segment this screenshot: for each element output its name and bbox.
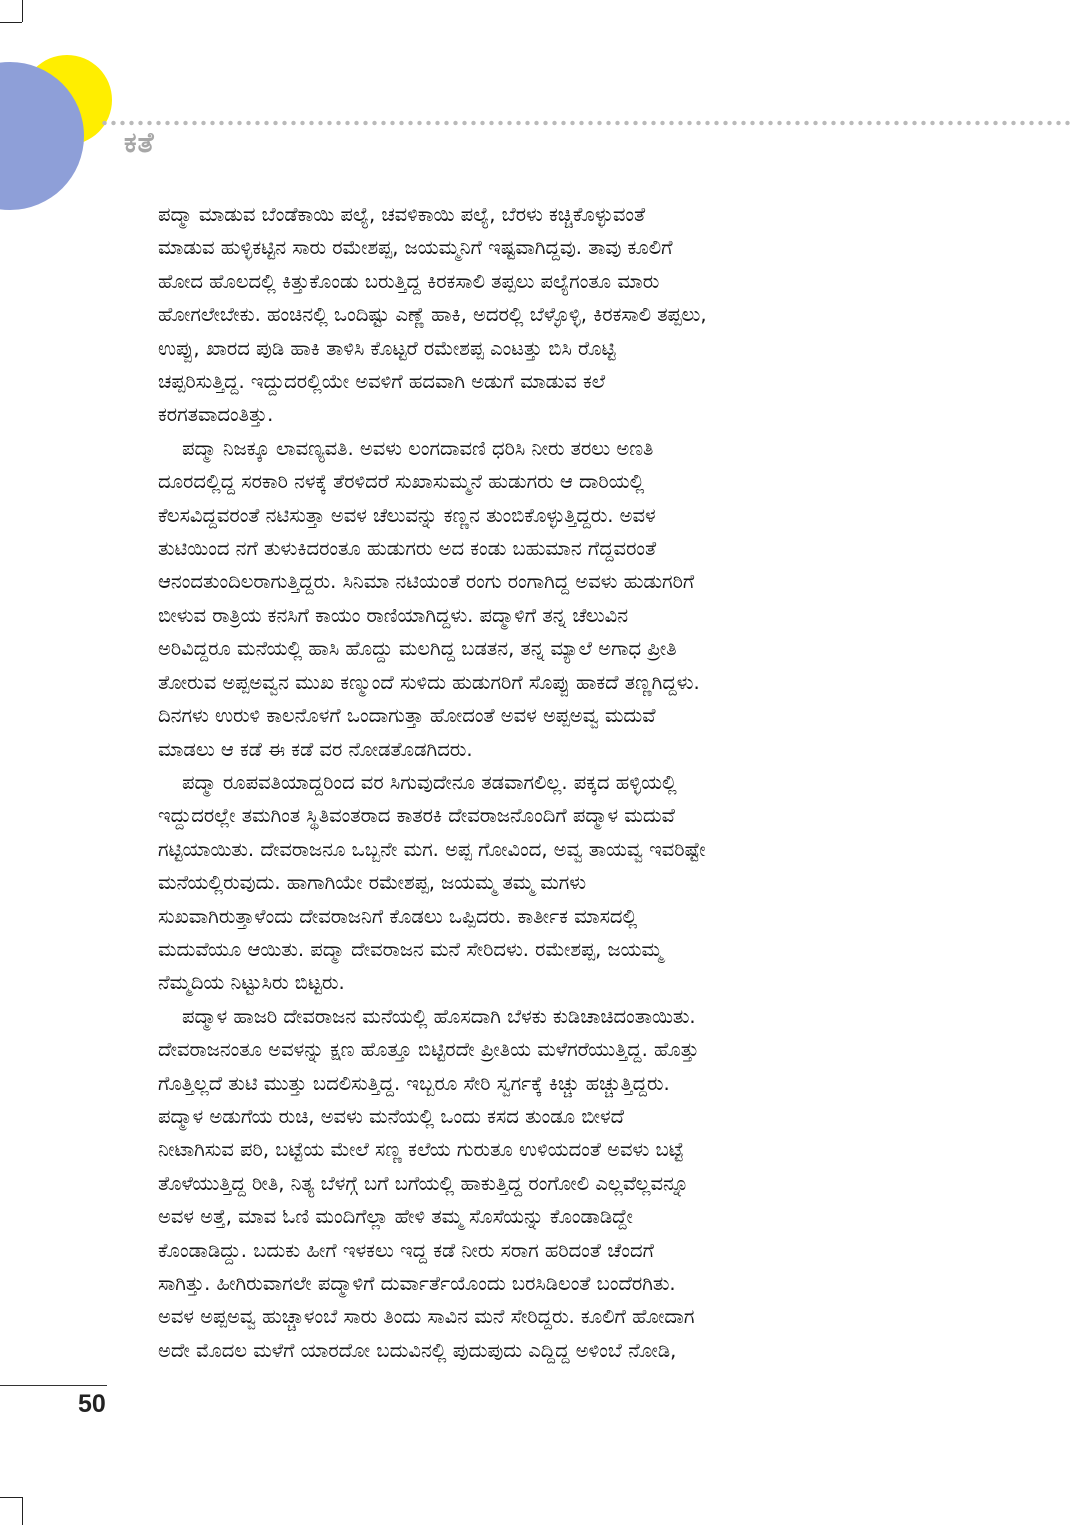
story-line: ಚಪ್ಪರಿಸುತ್ತಿದ್ದ. ಇದ್ದುದರಲ್ಲಿಯೇ ಅವಳಿಗೆ ಹದವಾಗಿ ಅಡುಗೆ ಮಾಡುವ ಕಲೆ — [158, 370, 606, 394]
story-line: ಇದ್ದುದರಲ್ಲೇ ತಮಗಿಂತ ಸ್ಥಿತಿವಂತರಾದ ಕಾತರಕಿ ದೇವರಾಜನೊಂದಿಗೆ ಪದ್ಮಾಳ ಮದುವೆ — [158, 804, 675, 828]
story-line: ಮಾಡಲು ಆ ಕಡೆ ಈ ಕಡೆ ವರ ನೋಡತೊಡಗಿದರು. — [158, 737, 473, 761]
header-dotted-rule — [100, 120, 1072, 126]
crop-mark-bottom-left-vertical — [22, 1497, 23, 1525]
story-line: ಪದ್ಮಾ ಮಾಡುವ ಬೆಂಡೆಕಾಯಿ ಪಲ್ಯೆ, ಚವಳಿಕಾಯಿ ಪಲ್ಯೆ, ಬೆರಳು ಕಚ್ಚಿಕೊಳ್ಳುವಂತೆ — [158, 203, 646, 226]
story-line: ಅವಳ ಅಪ್ಪಅವ್ವ ಹುಚ್ಚಾಳಂಬೆ ಸಾರು ತಿಂದು ಸಾವಿನ ಮನೆ ಸೇರಿದ್ದರು. ಕೂಲಿಗೆ ಹೋದಾಗ — [158, 1305, 695, 1329]
crop-mark-top-left-horizontal — [0, 22, 22, 23]
story-line: ಪದ್ಮಾಳ ಅಡುಗೆಯ ರುಚಿ, ಅವಳು ಮನೆಯಲ್ಲಿ ಒಂದು ಕಸದ ತುಂಡೂ ಬೀಳದೆ — [158, 1104, 625, 1128]
story-line: ಉಪ್ಪು, ಖಾರದ ಪುಡಿ ಹಾಕಿ ತಾಳಿಸಿ ಕೊಟ್ಟರೆ ರಮೇಶಪ್ಪ ಎಂಟತ್ತು ಬಿಸಿ ರೊಟ್ಟಿ — [158, 336, 616, 360]
story-line: ಅವಳ ಅತ್ತೆ, ಮಾವ ಓಣಿ ಮಂದಿಗೆಲ್ಲಾ ಹೇಳಿ ತಮ್ಮ ಸೊಸೆಯನ್ನು ಕೊಂಡಾಡಿದ್ದೇ — [158, 1205, 633, 1229]
section-label: ಕತೆ — [124, 126, 155, 159]
story-line: ಗೊತ್ತಿಲ್ಲದೆ ತುಟಿ ಮುತ್ತು ಬದಲಿಸುತ್ತಿದ್ದ. ಇಬ್ಬರೂ ಸೇರಿ ಸ್ವರ್ಗಕ್ಕೆ ಕಿಚ್ಚು ಹಚ್ಚುತ್ತಿದ್ದರು. — [158, 1071, 670, 1095]
story-line: ಆನಂದತುಂದಿಲರಾಗುತ್ತಿದ್ದರು. ಸಿನಿಮಾ ನಟಿಯಂತೆ ರಂಗು ರಂಗಾಗಿದ್ದ ಅವಳು ಹುಡುಗರಿಗೆ — [158, 570, 695, 594]
crop-mark-top-left-vertical — [22, 0, 23, 22]
story-line: ಕರಗತವಾದಂತಿತ್ತು. — [158, 403, 274, 427]
story-line: ತೊಳೆಯುತ್ತಿದ್ದ ರೀತಿ, ನಿತ್ಯ ಬೆಳಗ್ಗೆ ಬಗೆ ಬಗೆಯಲ್ಲಿ ಹಾಕುತ್ತಿದ್ದ ರಂಗೋಲಿ ಎಲ್ಲವೆಲ್ಲವನ್ನೂ — [158, 1171, 689, 1195]
story-line: ಪದ್ಮಾ ನಿಜಕ್ಕೂ ಲಾವಣ್ಯವತಿ. ಅವಳು ಲಂಗದಾವಣಿ ಧರಿಸಿ ನೀರು ತರಲು ಅಣತಿ — [182, 436, 654, 460]
page-number: 50 — [78, 1390, 106, 1418]
story-line: ಹೋಗಲೇಬೇಕು. ಹಂಚಿನಲ್ಲಿ ಒಂದಿಷ್ಟು ಎಣ್ಣೆ ಹಾಕಿ, ಅದರಲ್ಲಿ ಬೆಳ್ಳೊಳ್ಳಿ, ಕಿರಕಸಾಲಿ ತಪ್ಪಲು, — [158, 303, 707, 327]
story-line: ಕೆಲಸವಿದ್ದವರಂತೆ ನಟಿಸುತ್ತಾ ಅವಳ ಚೆಲುವನ್ನು ಕಣ್ಣನ ತುಂಬಿಕೊಳ್ಳುತ್ತಿದ್ದರು. ಅವಳ — [158, 503, 656, 527]
story-line: ತುಟಿಯಿಂದ ನಗೆ ತುಳುಕಿದರಂತೂ ಹುಡುಗರು ಅದ ಕಂಡು ಬಹುಮಾನ ಗೆದ್ದವರಂತೆ — [158, 537, 657, 561]
story-line: ಸುಖವಾಗಿರುತ್ತಾಳೆಂದು ದೇವರಾಜನಿಗೆ ಕೊಡಲು ಒಪ್ಪಿದರು. ಕಾರ್ತೀಕ ಮಾಸದಲ್ಲಿ — [158, 904, 638, 928]
footer-rule — [0, 1385, 107, 1386]
story-line: ದೂರದಲ್ಲಿದ್ದ ಸರಕಾರಿ ನಳಕ್ಕೆ ತೆರಳಿದರೆ ಸುಖಾಸುಮ್ಮನೆ ಹುಡುಗರು ಆ ದಾರಿಯಲ್ಲಿ — [158, 470, 645, 494]
story-line: ಹೋದ ಹೊಲದಲ್ಲಿ ಕಿತ್ತುಕೊಂಡು ಬರುತ್ತಿದ್ದ ಕಿರಕಸಾಲಿ ತಪ್ಪಲು ಪಲ್ಯೆಗಂತೂ ಮಾರು — [158, 269, 660, 293]
story-line: ದೇವರಾಜನಂತೂ ಅವಳನ್ನು ಕ್ಷಣ ಹೊತ್ತೂ ಬಿಟ್ಟಿರದೇ ಪ್ರೀತಿಯ ಮಳೆಗರೆಯುತ್ತಿದ್ದ. ಹೊತ್ತು — [158, 1038, 699, 1062]
story-line: ಮಾಡುವ ಹುಳ್ಳಿಕಟ್ಟಿನ ಸಾರು ರಮೇಶಪ್ಪ, ಜಯಮ್ಮನಿಗೆ ಇಷ್ಟವಾಗಿದ್ದವು. ತಾವು ಕೂಲಿಗೆ — [158, 236, 673, 260]
story-line: ಗಟ್ಟಿಯಾಯಿತು. ದೇವರಾಜನೂ ಒಬ್ಬನೇ ಮಗ. ಅಪ್ಪ ಗೋವಿಂದ, ಅವ್ವ ತಾಯವ್ವ ಇವರಿಷ್ಟೇ — [158, 837, 706, 861]
story-line: ತೋರುವ ಅಪ್ಪಅವ್ವನ ಮುಖ ಕಣ್ಮುಂದೆ ಸುಳಿದು ಹುಡುಗರಿಗೆ ಸೊಪ್ಪು ಹಾಕದೆ ತಣ್ಣಗಿದ್ದಳು. — [158, 670, 700, 694]
story-line: ಅದೇ ಮೊದಲ ಮಳೆಗೆ ಯಾರದೋ ಬದುವಿನಲ್ಲಿ ಪುದುಪುದು ಎದ್ದಿದ್ದ ಅಳಿಂಬೆ ನೋಡಿ, — [158, 1338, 677, 1362]
story-body — [158, 198, 908, 1367]
story-line: ಅರಿವಿದ್ದರೂ ಮನೆಯಲ್ಲಿ ಹಾಸಿ ಹೊದ್ದು ಮಲಗಿದ್ದ ಬಡತನ, ತನ್ನ ಮ್ಯಾಲೆ ಅಗಾಧ ಪ್ರೀತಿ — [158, 637, 677, 661]
story-line: ನೆಮ್ಮದಿಯ ನಿಟ್ಟುಸಿರು ಬಿಟ್ಟರು. — [158, 971, 345, 995]
story-line: ಕೊಂಡಾಡಿದ್ದು. ಬದುಕು ಹೀಗೆ ಇಳಕಲು ಇದ್ದ ಕಡೆ ನೀರು ಸರಾಗ ಹರಿದಂತೆ ಚೆಂದಗೆ — [158, 1238, 654, 1262]
story-line: ನೀಟಾಗಿಸುವ ಪರಿ, ಬಟ್ಟೆಯ ಮೇಲೆ ಸಣ್ಣ ಕಲೆಯ ಗುರುತೂ ಉಳಿಯದಂತೆ ಅವಳು ಬಟ್ಟೆ — [158, 1138, 684, 1162]
story-line: ಮದುವೆಯೂ ಆಯಿತು. ಪದ್ಮಾ ದೇವರಾಜನ ಮನೆ ಸೇರಿದಳು. ರಮೇಶಪ್ಪ, ಜಯಮ್ಮ — [158, 937, 663, 961]
story-line: ಪದ್ಮಾ ರೂಪವತಿಯಾದ್ದರಿಂದ ವರ ಸಿಗುವುದೇನೂ ತಡವಾಗಲಿಲ್ಲ. ಪಕ್ಕದ ಹಳ್ಳಿಯಲ್ಲಿ — [182, 770, 677, 794]
story-line: ದಿನಗಳು ಉರುಳಿ ಕಾಲನೊಳಗೆ ಒಂದಾಗುತ್ತಾ ಹೋದಂತೆ ಅವಳ ಅಪ್ಪಅವ್ವ ಮದುವೆ — [158, 704, 656, 728]
story-line: ಸಾಗಿತ್ತು. ಹೀಗಿರುವಾಗಲೇ ಪದ್ಮಾಳಿಗೆ ದುರ್ವಾರ್ತೆಯೊಂದು ಬರಸಿಡಿಲಂತೆ ಬಂದೆರಗಿತು. — [158, 1272, 676, 1295]
story-line: ಮನೆಯಲ್ಲಿರುವುದು. ಹಾಗಾಗಿಯೇ ರಮೇಶಪ್ಪ, ಜಯಮ್ಮ ತಮ್ಮ ಮಗಳು — [158, 871, 587, 895]
crop-mark-bottom-left-horizontal — [0, 1497, 22, 1498]
story-line: ಬೀಳುವ ರಾತ್ರಿಯ ಕನಸಿಗೆ ಕಾಯಂ ರಾಣಿಯಾಗಿದ್ದಳು. ಪದ್ಮಾಳಿಗೆ ತನ್ನ ಚೆಲುವಿನ — [158, 603, 629, 627]
story-line: ಪದ್ಮಾಳ ಹಾಜರಿ ದೇವರಾಜನ ಮನೆಯಲ್ಲಿ ಹೊಸದಾಗಿ ಬೆಳಕು ಕುಡಿಚಾಚಿದಂತಾಯಿತು. — [182, 1004, 696, 1028]
